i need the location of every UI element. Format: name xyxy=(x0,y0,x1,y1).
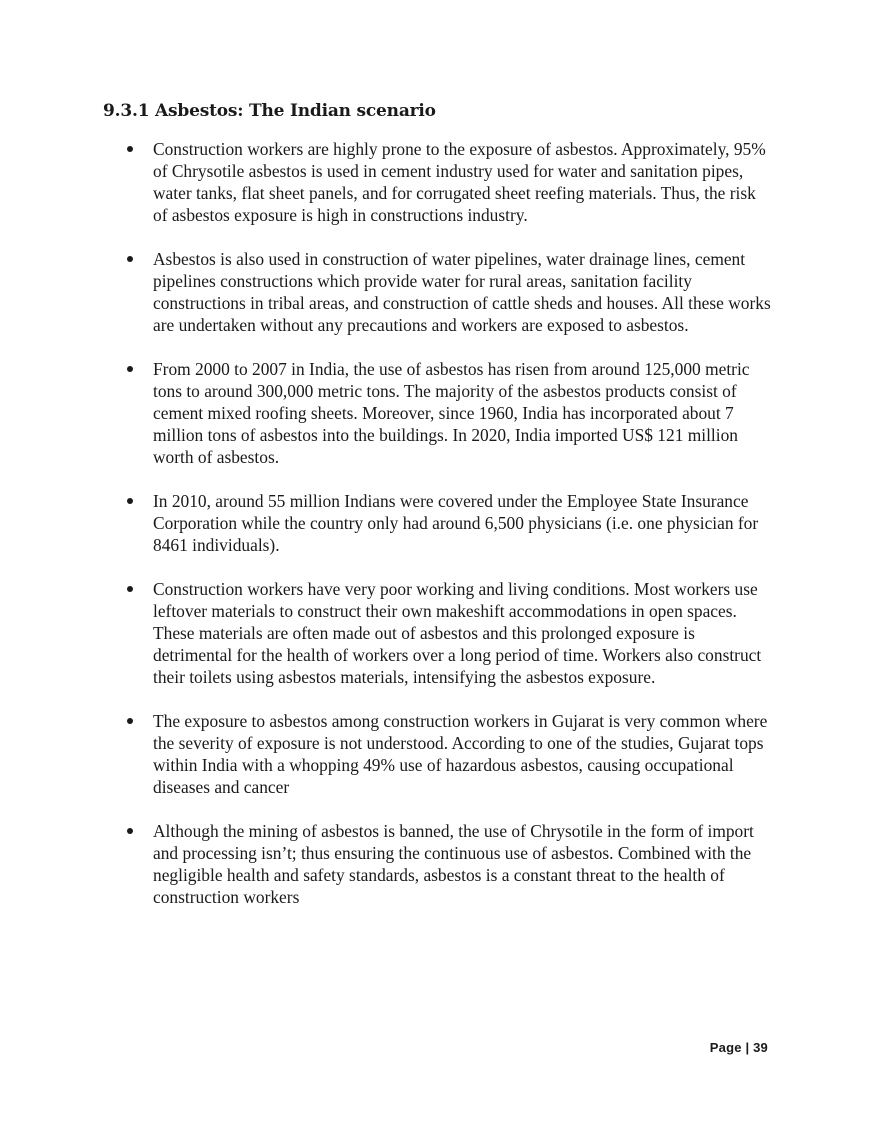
list-item-text: The exposure to asbestos among construction workers in Gujarat is very common where the severity of exposure is not understood. According to one of the studies, Gujarat tops within India with a whopping 49% use of hazardous asbestos, causing occupational diseases and cancer xyxy=(153,711,768,797)
list-item-text: Asbestos is also used in construction of water pipelines, water drainage lines, cement pipelines constructions which provide water for rural areas, sanitation facility constructions in tribal areas, and construction of cattle sheds and houses. All these works are undertaken without any precautions and workers are exposed to asbestos. xyxy=(153,249,771,335)
section-heading: 9.3.1 Asbestos: The Indian scenario xyxy=(103,101,436,121)
bullet-icon xyxy=(127,828,133,834)
bullet-icon xyxy=(127,366,133,372)
list-item xyxy=(0,578,773,688)
list-item-text: In 2010, around 55 million Indians were covered under the Employee State Insurance Corporation while the country only had around 6,500 physicians (i.e. one physician for 8461 individuals). xyxy=(153,491,759,555)
bullet-icon xyxy=(127,718,133,724)
list-item xyxy=(0,820,773,908)
list-item xyxy=(0,248,773,336)
list-item xyxy=(0,490,773,556)
list-item-text: Construction workers are highly prone to the exposure of asbestos. Approximately, 95% of Chrysotile asbestos is used in cement industry used for water and sanitation pipes, water tanks, flat sheet panels, and for corrugated sheet reefing materials. Thus, the risk of asbestos exposure is high in constructions industry. xyxy=(153,139,766,225)
list-item xyxy=(0,710,773,798)
bullet-icon xyxy=(127,146,133,152)
list-item-text: Construction workers have very poor working and living conditions. Most workers use leftover materials to construct their own makeshift accommodations in open spaces. These materials are often made out of asbestos and this prolonged exposure is detrimental for the health of workers over a long period of time. Workers also construct their toilets using asbestos materials, intensifying the asbestos exposure. xyxy=(153,579,762,687)
list-item xyxy=(0,138,773,226)
list-item xyxy=(0,358,773,468)
bullet-list xyxy=(0,138,870,930)
bullet-icon xyxy=(127,498,133,504)
list-item-text: From 2000 to 2007 in India, the use of asbestos has risen from around 125,000 metric tons to around 300,000 metric tons. The majority of the asbestos products consist of cement mixed roofing sheets. Moreover, since 1960, India has incorporated about 7 million tons of asbestos into the buildings. In 2020, India imported US$ 121 million worth of asbestos. xyxy=(153,359,750,467)
list-item-text: Although the mining of asbestos is banned, the use of Chrysotile in the form of import and processing isn’t; thus ensuring the continuous use of asbestos. Combined with the negligible health and safety standards, asbestos is a constant threat to the health of construction workers xyxy=(153,821,754,907)
bullet-icon xyxy=(127,256,133,262)
bullet-icon xyxy=(127,586,133,592)
page-number: Page | 39 xyxy=(709,1040,768,1055)
